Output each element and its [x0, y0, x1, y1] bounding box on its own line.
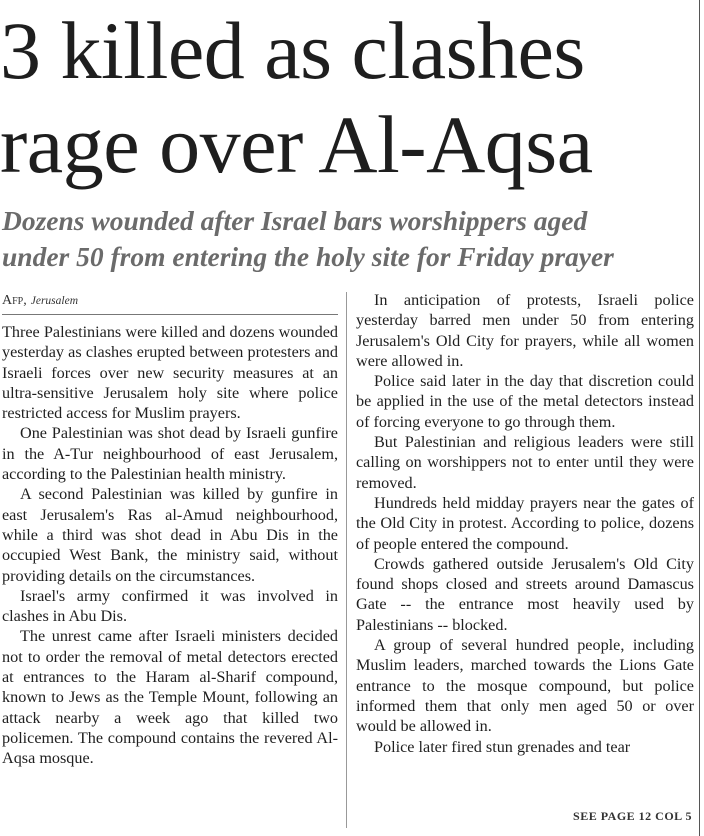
paragraph: But Palestinian and religious leaders were still calling on worshippers not to enter until they were removed. [356, 433, 694, 492]
continuation-jump-line: SEE PAGE 12 COL 5 [573, 809, 692, 823]
paragraph: The unrest came after Israeli ministers decided not to order the removal of metal detectors erected at entrances to the Haram al-Sharif compound, known to Jews as the Temple Mount, following an attack nearby a week ago that killed two policemen. The compound contains the revered Al-Aqsa mosque. [2, 627, 338, 768]
paragraph: Hundreds held midday prayers near the gates of the Old City in protest. According to police, dozens of people entered the compound. [356, 493, 694, 553]
paragraph: A second Palestinian was killed by gunfire in east Jerusalem's Ras al-Amud neighbourhood, while a third was shot dead in Abu Dis in the occupied West Bank, the ministry said, without providing details on the circumstances. [2, 485, 338, 585]
paragraph: Israel's army confirmed it was involved in clashes in Abu Dis. [2, 586, 338, 626]
byline-dateline: Jerusalem [30, 295, 78, 307]
page-edge-rule [699, 0, 700, 836]
paragraph: Police said later in the day that discretion could be applied in the use of the metal detectors instead of forcing everyone to go through them. [356, 372, 694, 431]
column-divider [346, 292, 347, 828]
paragraph: One Palestinian was shot dead by Israeli gunfire in the A-Tur neighbourhood of east Jerusalem, according to the Palestinian health ministry. [2, 424, 338, 484]
subheadline-line-2: under 50 from entering the holy site for Friday prayer [2, 241, 614, 272]
headline-line-1: 3 killed as clashes [0, 5, 585, 96]
headline-line-2: rage over Al-Aqsa [0, 99, 593, 190]
article-column-left [2, 322, 338, 769]
subheadline-line-1: Dozens wounded after Israel bars worshippers aged [2, 205, 588, 236]
headline [0, 4, 690, 192]
paragraph: Crowds gathered outside Jerusalem's Old City found shops closed and streets around Damascus Gate -- the entrance most heavily used by Palestinians -- blocked. [356, 554, 694, 634]
paragraph: Police later fired stun grenades and tear [374, 737, 631, 756]
subheadline [2, 203, 692, 275]
byline [2, 292, 78, 309]
article-column-right [356, 290, 694, 757]
paragraph: Three Palestinians were killed and dozens wounded yesterday as clashes erupted between protesters and Israeli forces over new security measures at an ultra-sensitive Jerusalem holy site where police restricted access for Muslim prayers. [2, 323, 338, 423]
paragraph: A group of several hundred people, including Muslim leaders, marched towards the Lions Gate entrance to the mosque compound, but police informed them that only men aged 50 or over would be allowed in. [356, 636, 694, 736]
byline-divider [2, 314, 338, 315]
byline-agency: Afp, [2, 293, 27, 308]
paragraph: In anticipation of protests, Israeli police yesterday barred men under 50 from entering Jerusalem's Old City for prayers, while all women were allowed in. [356, 291, 694, 370]
